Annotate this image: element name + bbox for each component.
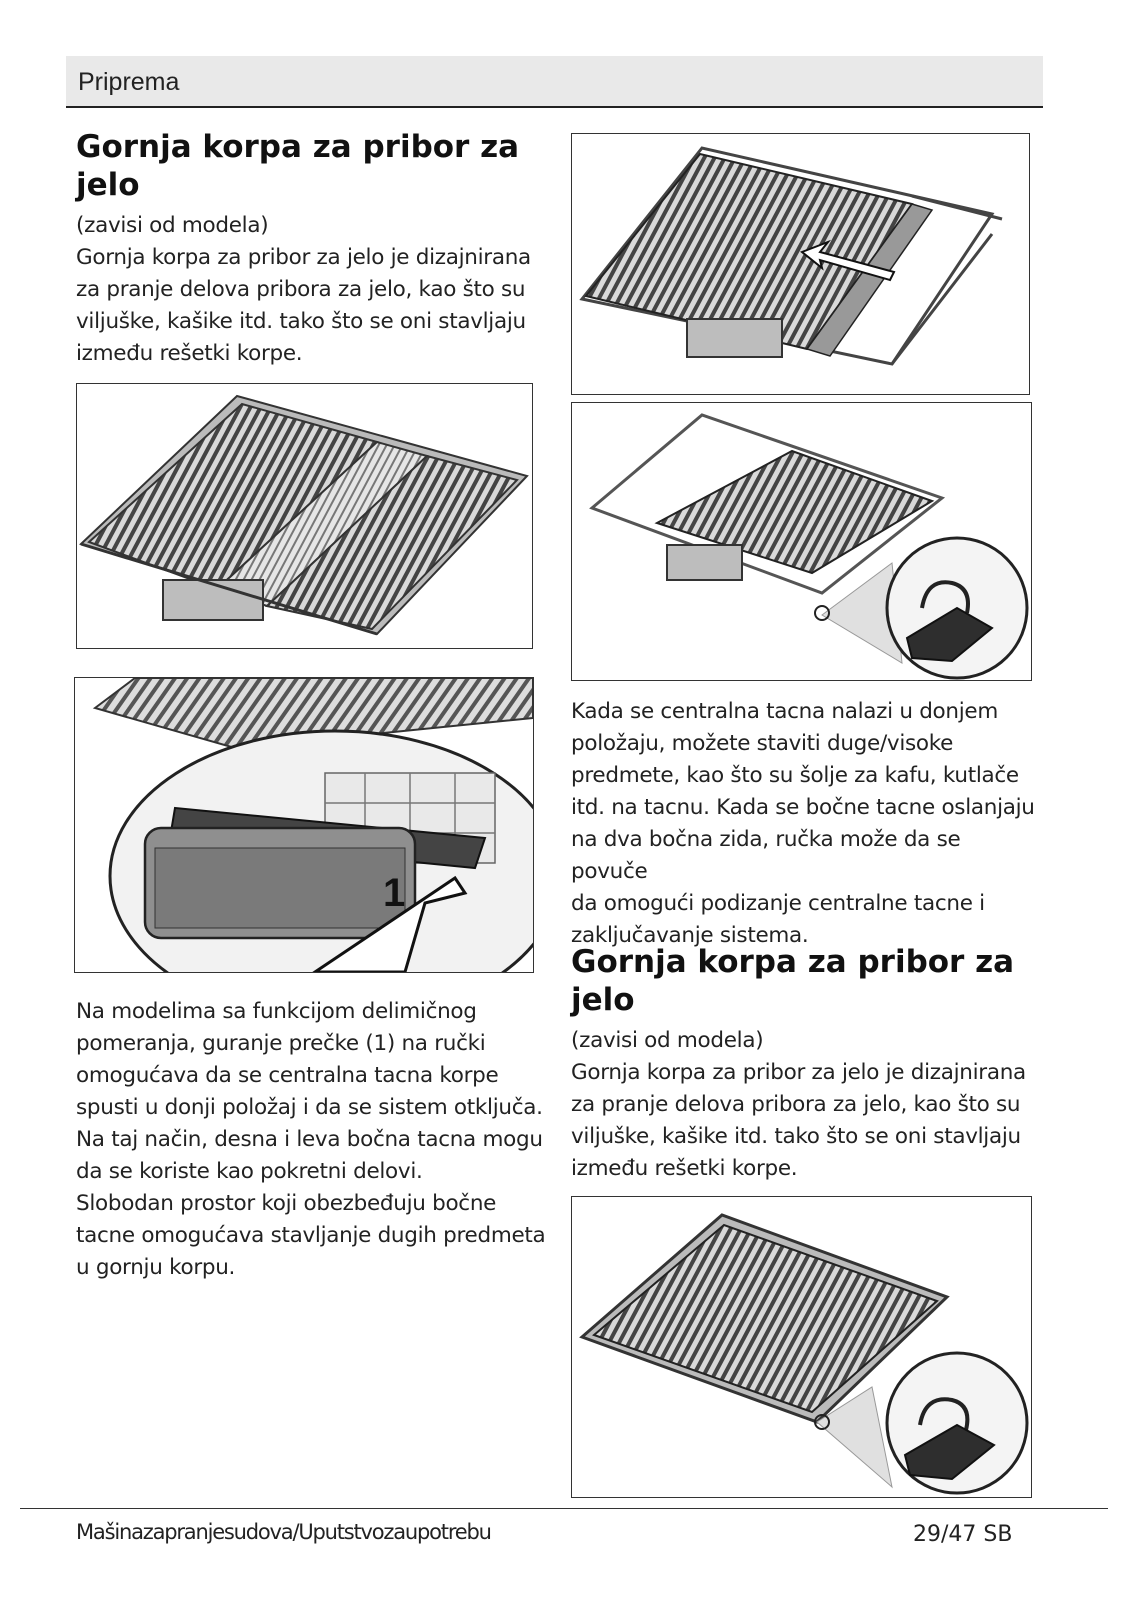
left-intro <box>76 128 536 370</box>
right-body: Gornja korpa za pribor za jelo je dizajnirana za pranje delova pribora za jelo, kao što su viljuške, kašike itd. tako što se oni stavljaju između rešetki korpe. <box>571 1060 1026 1181</box>
left-note: (zavisi od modela) <box>76 213 269 238</box>
figure-handle-closeup <box>74 677 534 973</box>
figure-basket-overview <box>76 383 533 649</box>
figure-basket-bottom <box>571 1196 1032 1498</box>
handle-closeup-illustration <box>75 678 533 972</box>
basket-overview-illustration <box>77 384 532 648</box>
right-heading: Gornja korpa za pribor za jelo <box>571 944 1015 1018</box>
basket-slide-illustration <box>572 134 1029 394</box>
right-intro <box>571 943 1031 1185</box>
basket-bottom-illustration <box>572 1197 1031 1497</box>
footer-page-number: 29/47 SB <box>913 1522 1013 1547</box>
section-title: Priprema <box>78 68 180 96</box>
figure-basket-clip-detail <box>571 402 1032 681</box>
callout-number: 1 <box>383 871 406 915</box>
basket-clip-illustration <box>572 403 1031 680</box>
left-paragraph: Na modelima sa funkcijom delimičnog pomeranja, guranje prečke (1) na ručki omogućava da se centralna tacna korpe spusti u donji položaj i da se sistem otključa. Na taj način, desna i leva bočna tacna mogu da se koriste kao pokretni delovi. Slobodan prostor koji obezbeđuju bočne tacne omogućava stavljanje dugih predmeta u gornju korpu. <box>76 999 546 1280</box>
right-note: (zavisi od modela) <box>571 1028 764 1053</box>
left-heading: Gornja korpa za pribor za jelo <box>76 129 520 203</box>
figure-basket-slide <box>571 133 1030 395</box>
footer-divider <box>20 1508 1108 1509</box>
left-body: Gornja korpa za pribor za jelo je dizajnirana za pranje delova pribora za jelo, kao što su viljuške, kašike itd. tako što se oni stavljaju između rešetki korpe. <box>76 245 531 366</box>
right-paragraph: Kada se centralna tacna nalazi u donjem položaju, možete staviti duge/visoke predmete, kao što su šolje za kafu, kutlače itd. na tacnu. Kada se bočne tacne oslanjaju na dva bočna zida, ručka može da se povuče da omogući podizanje centralne tacne i zaključavanje sistema. <box>571 699 1035 948</box>
section-header <box>66 56 1043 108</box>
footer-manual-title: Mašinazapranjesudova/Uputstvozaupotrebu <box>76 1520 491 1544</box>
